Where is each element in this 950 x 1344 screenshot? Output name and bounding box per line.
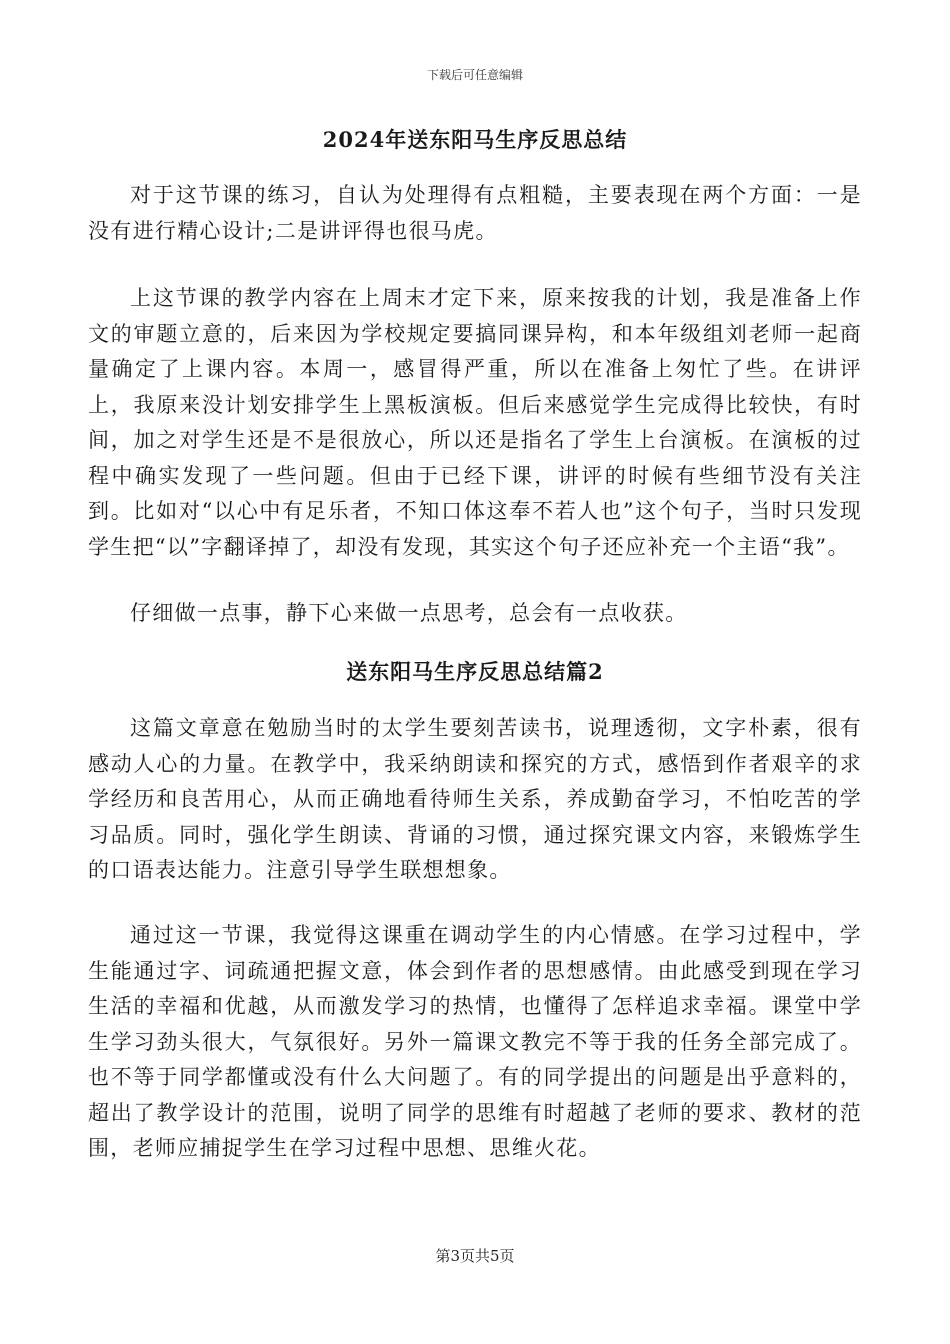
- section-2-paragraph-2: 通过这一节课，我觉得这课重在调动学生的内心情感。在学习过程中，学生能通过字、词疏通把握文意，体会到作者的思想感情。由此感受到现在学习生活的幸福和优越，从而激发学习的热情，也懂得了怎样追求幸福。课堂中学生学习劲头很大，气氛很好。另外一篇课文教完不等于我的任务全部完成了。也不等于同学都懂或没有什么大问题了。有的同学提出的问题是出乎意料的，超出了教学设计的范围，说明了同学的思维有时超越了老师的要求、教材的范围，老师应捕捉学生在学习过程中思想、思维火花。: [88, 923, 862, 1160]
- page-number-footer: 第3页共5页: [435, 1247, 515, 1265]
- section-1-paragraph-1: 对于这节课的练习，自认为处理得有点粗糙，主要表现在两个方面：一是没有进行精心设计;二是讲评得也很马虎。: [88, 183, 862, 243]
- section-1-paragraph-2: 上这节课的教学内容在上周末才定下来，原来按我的计划，我是准备上作文的审题立意的，后来因为学校规定要搞同课异构，和本年级组刘老师一起商量确定了上课内容。本周一，感冒得严重，所以在准备上匆忙了些。在讲评上，我原来没计划安排学生上黑板演板。但后来感觉学生完成得比较快，有时间，加之对学生还是不是很放心，所以还是指名了学生上台演板。在演板的过程中确实发现了一些问题。但由于已经下课，讲评的时候有些细节没有关注到。比如对“以心中有足乐者，不知口体这奉不若人也”这个句子，当时只发现学生把“以”字翻译掉了，却没有发现，其实这个句子还应补充一个主语“我”。: [88, 286, 862, 559]
- section-1-title: 2024年送东阳马生序反思总结: [322, 127, 628, 152]
- section-2-paragraph-1: 这篇文章意在勉励当时的太学生要刻苦读书，说理透彻，文字朴素，很有感动人心的力量。在教学中，我采纳朗读和探究的方式，感悟到作者艰辛的求学经历和良苦用心，从而正确地看待师生关系，养成勤奋学习，不怕吃苦的学习品质。同时，强化学生朗读、背诵的习惯，通过探究课文内容，来锻炼学生的口语表达能力。注意引导学生联想想象。: [88, 716, 862, 882]
- section-1-paragraph-3: 仔细做一点事，静下心来做一点思考，总会有一点收获。: [130, 601, 688, 625]
- section-2-title: 送东阳马生序反思总结篇2: [346, 659, 604, 684]
- header-note: 下载后可任意编辑: [426, 68, 523, 82]
